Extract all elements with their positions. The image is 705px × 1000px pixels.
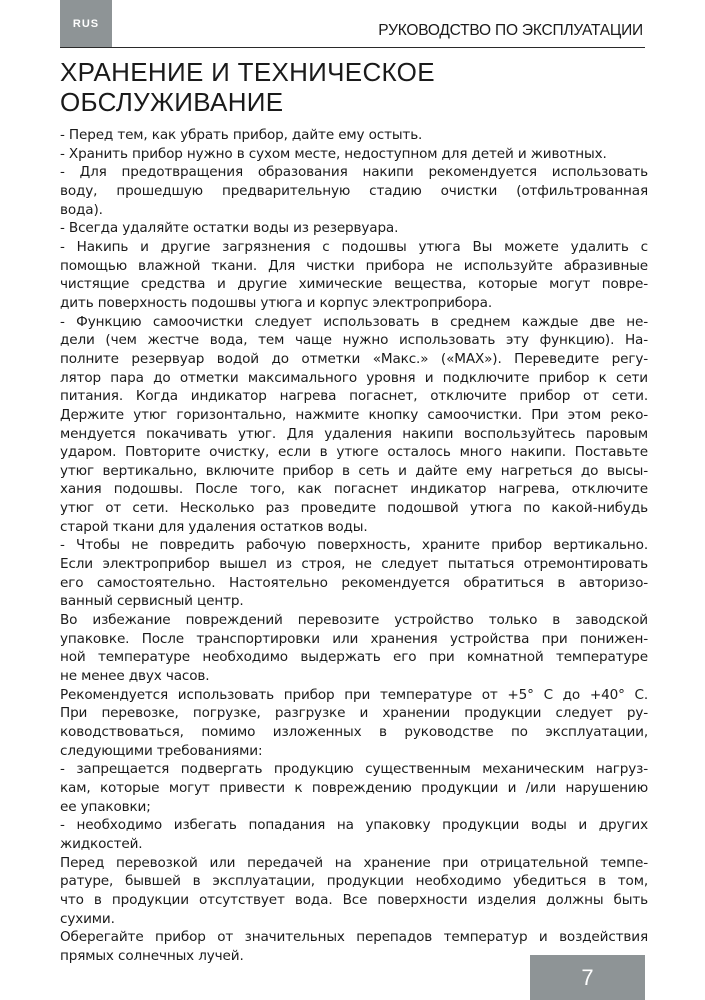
body-line: - Функцию самоочистки следует использовать в среднем каждые две не- (60, 313, 648, 330)
body-line: лятор пара до отметки максимального уровня и подключите прибор к сети (60, 369, 648, 386)
body-line: - запрещается подвергать продукцию существенным механическим нагруз- (60, 761, 648, 778)
body-line: не менее двух часов. (60, 668, 210, 685)
page-number-box (530, 955, 645, 1000)
body-line: что в продукции отсутствует вода. Все поверхности изделия должны быть (60, 891, 648, 908)
body-line: кам, которые могут привести к повреждению продукции и /или нарушению (60, 779, 648, 796)
manual-title: РУКОВОДСТВО ПО ЭКСПЛУАТАЦИИ (378, 22, 643, 39)
body-line: чистящие средства и другие химические вещества, которые могут повре- (60, 276, 648, 293)
body-line: - Чтобы не повредить рабочую поверхность, храните прибор вертикально. (60, 537, 648, 554)
body-line: Оберегайте прибор от значительных перепадов температур и воздействия (60, 929, 648, 946)
language-label: RUS (72, 18, 100, 30)
body-line: следующими требованиями: (60, 742, 263, 759)
body-line: - Накипь и другие загрязнения с подошвы утюга Вы можете удалить с (60, 238, 648, 255)
page-title (60, 57, 650, 117)
body-text (60, 126, 648, 966)
body-line: - необходимо избегать попадания на упаковку продукции воды и других (60, 817, 648, 834)
body-line: утюг от сети. Несколько раз проведите подошвой утюга по какой-нибудь (60, 500, 648, 517)
body-line: его самостоятельно. Настоятельно рекомендуется обратиться в авторизо- (60, 574, 648, 591)
body-line: - Перед тем, как убрать прибор, дайте ему остыть. (60, 127, 423, 143)
body-line: Рекомендуется использовать прибор при температуре от +5° С до +40° С. (60, 686, 648, 703)
body-line: ной температуре необходимо выдержать его при комнатной температуре (60, 649, 648, 666)
body-line: старой ткани для удаления остатков воды. (60, 518, 368, 535)
body-line: Если электроприбор вышел из строя, не следует пытаться отремонтировать (60, 556, 648, 573)
header-divider (60, 47, 645, 48)
body-line: Во избежание повреждений перевозите устройство только в заводской (60, 612, 648, 629)
body-line: упаковке. После транспортировки или хранения устройства при понижен- (60, 630, 648, 647)
body-line: - Для предотвращения образования накипи рекомендуется использовать (60, 164, 648, 181)
body-line: питания. Когда индикатор нагрева погаснет, отключите прибор от сети. (60, 388, 648, 405)
body-line: Держите утюг горизонтально, нажмите кнопку самоочистки. При этом реко- (60, 406, 648, 423)
body-line: дели (чем жестче вода, тем чаще нужно использовать эту функцию). На- (60, 332, 648, 349)
body-line: вода). (60, 201, 103, 218)
page-title-line-2: ОБСЛУЖИВАНИЕ (60, 87, 284, 117)
body-line: сухими. (60, 910, 115, 927)
body-line: жидкостей. (60, 835, 143, 852)
body-line: При перевозке, погрузке, разгрузке и хранении продукции следует ру- (60, 705, 648, 722)
body-line: хания подошвы. После того, как погаснет индикатор нагрева, отключите (60, 481, 648, 498)
body-line: Перед перевозкой или передачей на хранение при отрицательной темпе- (60, 854, 648, 871)
page-number: 7 (581, 964, 594, 990)
body-line: прямых солнечных лучей. (60, 947, 244, 964)
body-line: помощью влажной ткани. Для чистки прибора не используйте абразивные (60, 257, 648, 274)
body-line: утюг вертикально, включите прибор в сеть и дайте ему нагреться до высы- (60, 462, 648, 479)
body-line: воду, прошедшую предварительную стадию очистки (отфильтрованная (60, 182, 648, 199)
language-tab (60, 0, 112, 48)
body-line: ванный сервисный центр. (60, 593, 244, 610)
page-title-line-1: ХРАНЕНИЕ И ТЕХНИЧЕСКОЕ (60, 57, 435, 87)
body-line: дить поверхность подошвы утюга и корпус электроприбора. (60, 294, 493, 311)
body-line: полните резервуар водой до отметки «Макс.» («MAX»). Переведите регу- (60, 350, 648, 367)
body-line: ководствоваться, помимо изложенных в руководстве по эксплуатации, (60, 724, 648, 740)
body-line: ударом. Повторите очистку, если в утюге осталось много накипи. Поставьте (60, 444, 648, 461)
body-line: мендуется покачивать утюг. Для удаления накипи воспользуйтесь паровым (60, 425, 648, 442)
body-line: ее упаковки; (60, 798, 151, 815)
body-line: ратуре, бывшей в эксплуатации, продукции необходимо убедиться в том, (60, 873, 648, 890)
body-line: - Хранить прибор нужно в сухом месте, недоступном для детей и животных. (60, 145, 607, 162)
body-line: - Всегда удаляйте остатки воды из резервуара. (60, 220, 399, 237)
